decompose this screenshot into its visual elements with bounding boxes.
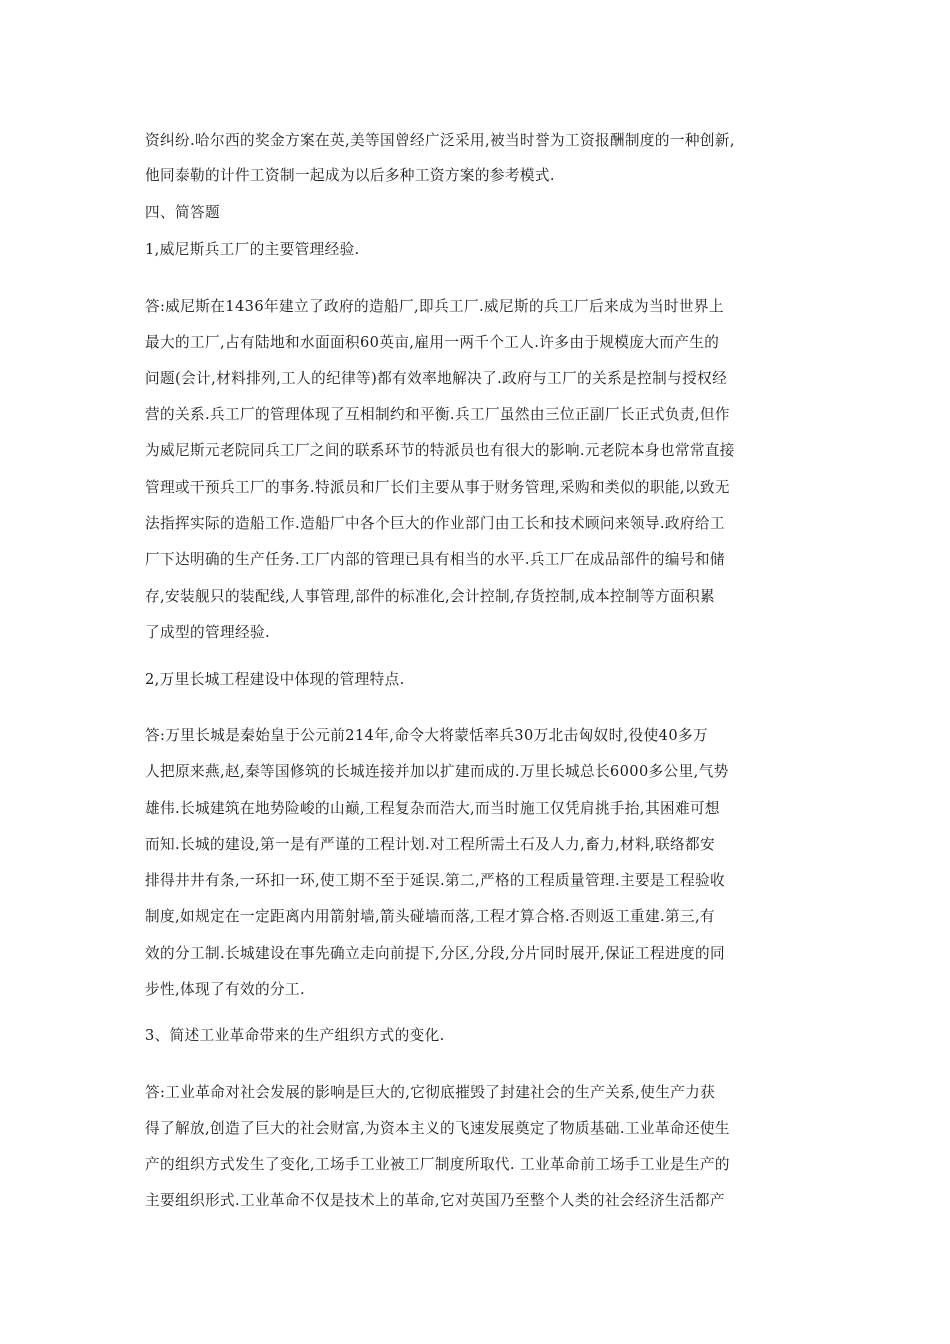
answer-line: 为威尼斯元老院同兵工厂之间的联系环节的特派员也有很大的影响.元老院本身也常常直接 [145,442,735,459]
answer-line: 产的组织方式发生了变化,工场手工业被工厂制度所取代. 工业革命前工场手工业是生产的 [145,1156,730,1173]
text-line: 他同泰勒的计件工资制一起成为以后多种工资方案的参考模式. [145,167,555,184]
answer-line: 排得井井有条,一环扣一环,使工期不至于延误.第二,严格的工程质量管理.主要是工程验收 [145,872,725,889]
answer-line: 最大的工厂,占有陆地和水面面积60英亩,雇用一两千个工人.许多由于规模庞大而产生的 [145,334,720,351]
answer-line: 步性,体现了有效的分工. [145,981,306,998]
answer-line: 厂下达明确的生产任务.工厂内部的管理已具有相当的水平.兵工厂在成品部件的编号和储 [145,551,725,568]
answer-line: 存,安装舰只的装配线,人事管理,部件的标准化,会计控制,存货控制,成本控制等方面积累 [145,588,716,605]
text-line: 资纠纷.哈尔西的奖金方案在英,美等国曾经广泛采用,被当时誉为工资报酬制度的一种创新, [145,132,735,149]
answer-line: 管理或干预兵工厂的事务.特派员和厂长们主要从事于财务管理,采购和类似的职能,以致无 [145,479,730,496]
answer-line: 了成型的管理经验. [145,624,270,641]
answer-line: 法指挥实际的造船工作.造船厂中各个巨大的作业部门由工长和技术顾问来领导.政府给工 [145,515,725,532]
answer-line: 问题(会计,材料排列,工人的纪律等)都有效率地解决了.政府与工厂的关系是控制与授权经 [145,370,728,387]
answer-line: 雄伟.长城建筑在地势险峻的山巅,工程复杂而浩大,而当时施工仅凭肩挑手抬,其困难可想 [145,800,720,817]
answer-line: 主要组织形式.工业革命不仅是技术上的革命,它对英国乃至整个人类的社会经济生活都产 [145,1192,725,1209]
answer-line: 制度,如规定在一定距离内用箭射墙,箭头碰墙而落,工程才算合格.否则返工重建.第三,有 [145,908,716,925]
section-heading: 四、简答题 [145,204,220,221]
answer-line: 得了解放,创造了巨大的社会财富,为资本主义的飞速发展奠定了物质基础.工业革命还使生 [145,1120,730,1137]
answer-line: 答:威尼斯在1436年建立了政府的造船厂,即兵工厂.威尼斯的兵工厂后来成为当时世界上 [145,298,724,315]
answer-line: 营的关系.兵工厂的管理体现了互相制约和平衡.兵工厂虽然由三位正副厂长正式负责,但作 [145,406,730,423]
answer-line: 效的分工制.长城建设在事先确立走向前提下,分区,分段,分片同时展开,保证工程进度的同 [145,945,725,962]
answer-line: 人把原来燕,赵,秦等国修筑的长城连接并加以扩建而成的.万里长城总长6000多公里,气势 [145,763,729,780]
answer-line: 答:工业革命对社会发展的影响是巨大的,它彻底摧毁了封建社会的生产关系,使生产力获 [145,1084,716,1101]
question-title: 3、简述工业革命带来的生产组织方式的变化. [145,1027,445,1044]
answer-line: 答:万里长城是秦始皇于公元前214年,命令大将蒙恬率兵30万北击匈奴时,役使40多万 [145,727,708,744]
question-title: 2,万里长城工程建设中体现的管理特点. [145,671,405,688]
question-title: 1,威尼斯兵工厂的主要管理经验. [145,241,360,258]
answer-line: 而知.长城的建设,第一是有严谨的工程计划.对工程所需土石及人力,畜力,材料,联络都安 [145,836,716,853]
